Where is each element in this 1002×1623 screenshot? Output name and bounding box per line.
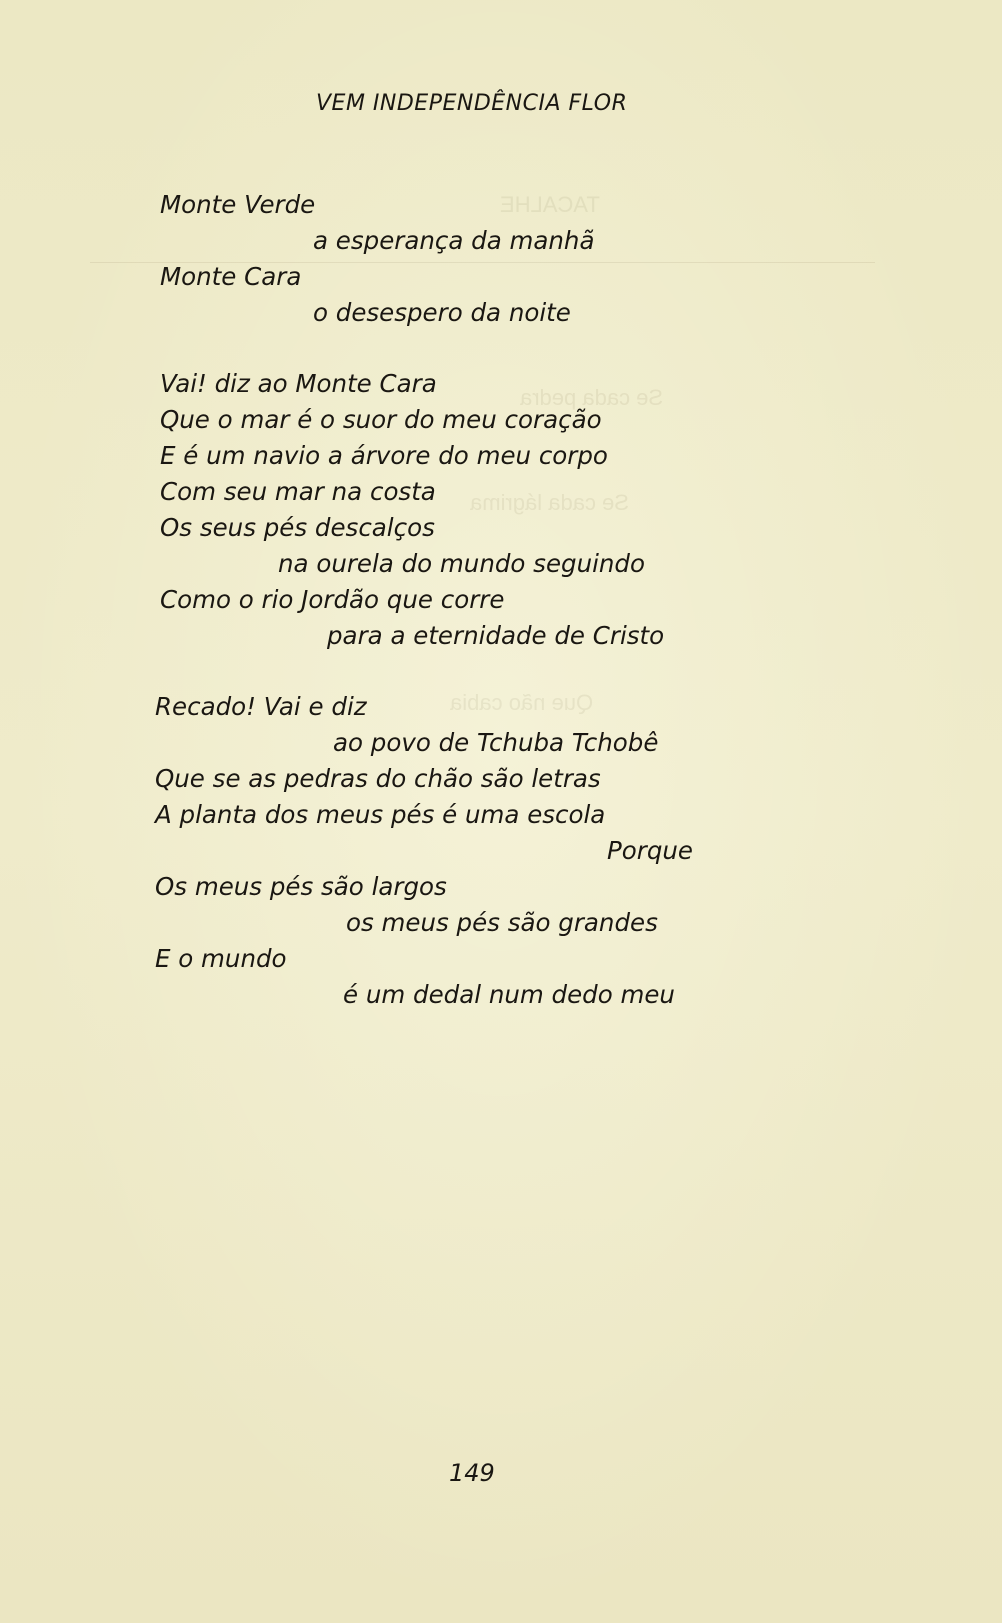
poem-line: o desespero da noite (313, 298, 571, 327)
poem-line: E o mundo (155, 944, 287, 973)
poem-line: Porque (607, 836, 693, 865)
bleed-through-text: Se cada pedra (520, 385, 664, 410)
bleed-through-text: Que não cabia (450, 690, 594, 715)
poem-line: ao povo de Tchuba Tchobê (333, 728, 659, 757)
poem-line: Os meus pés são largos (155, 872, 447, 901)
poem-line: Com seu mar na costa (160, 477, 436, 506)
poem-line: na ourela do mundo seguindo (278, 549, 645, 578)
bleed-through-text: TACALHE (500, 192, 600, 217)
poem-line: para a eternidade de Cristo (327, 621, 665, 650)
poem-line: Como o rio Jordão que corre (160, 585, 505, 614)
poem-line: os meus pés são grandes (346, 908, 658, 937)
poem-line: Monte Verde (160, 190, 316, 219)
poem-line: Que o mar é o suor do meu coração (160, 405, 602, 434)
poem-line: A planta dos meus pés é uma escola (155, 800, 606, 829)
poem-line: E é um navio a árvore do meu corpo (160, 441, 608, 470)
bleed-through-text: Se cada lágrima (470, 490, 629, 515)
poem-line: Os seus pés descalços (160, 513, 435, 542)
poem-line: Vai! diz ao Monte Cara (160, 369, 437, 398)
poem-line: é um dedal num dedo meu (343, 980, 675, 1009)
running-title: VEM INDEPENDÊNCIA FLOR (316, 91, 628, 116)
poem-line: Monte Cara (160, 262, 302, 291)
poem-line: Recado! Vai e diz (155, 692, 367, 721)
poem-line: a esperança da manhã (313, 226, 595, 255)
page-number: 149 (449, 1459, 495, 1487)
poem-line: Que se as pedras do chão são letras (155, 764, 601, 793)
